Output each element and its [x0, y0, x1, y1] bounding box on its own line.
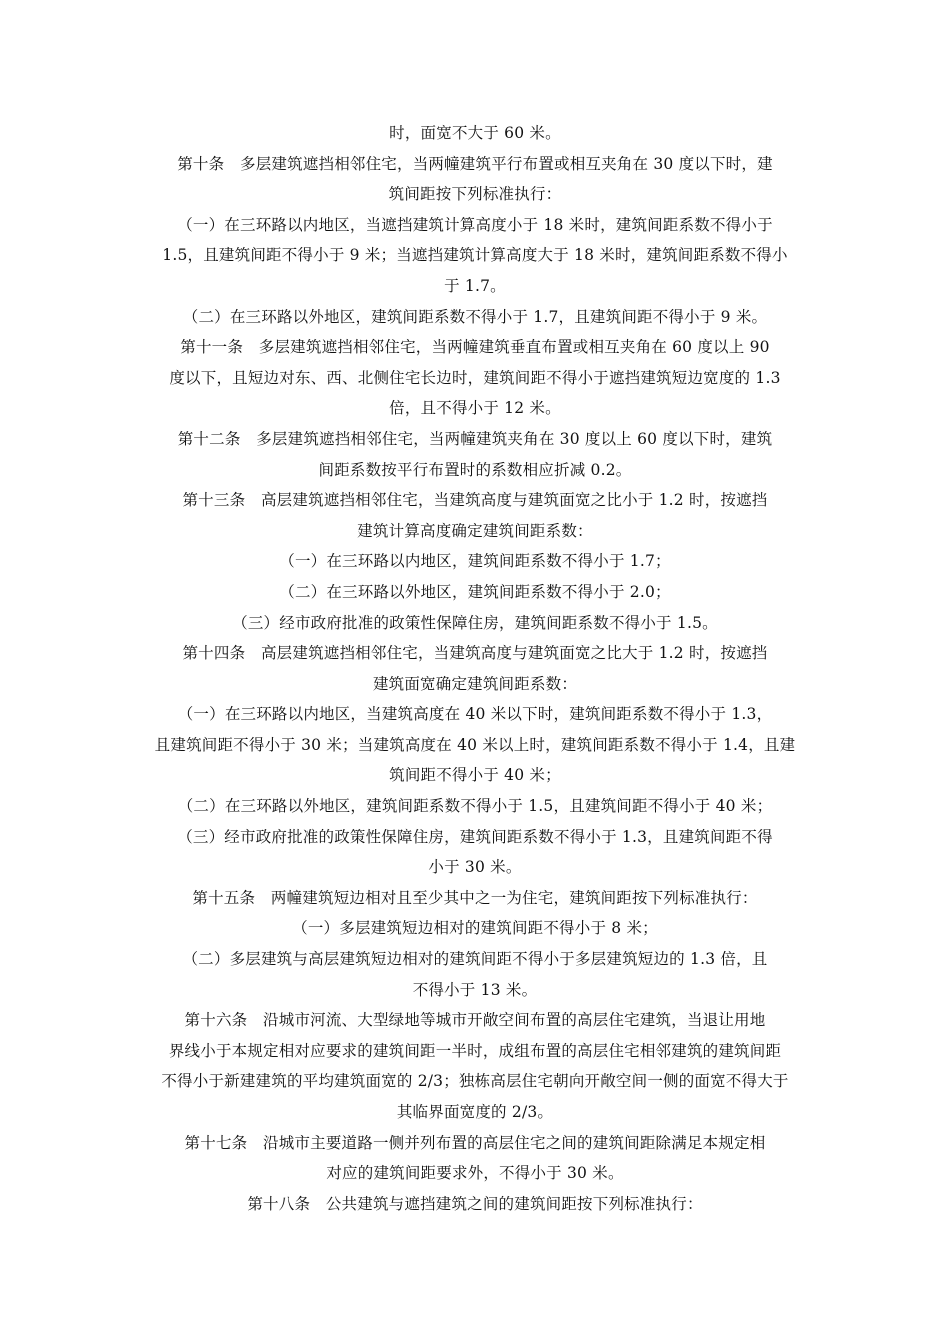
text-line: （一）在三环路以内地区，当遮挡建筑计算高度小于 18 米时，建筑间距系数不得小于: [177, 215, 773, 234]
text-line: （二）在三环路以外地区，建筑间距系数不得小于 1.7，且建筑间距不得小于 9 米。: [182, 307, 768, 326]
text-line: 筑间距不得小于 40 米；: [389, 766, 561, 785]
text-line: 第十二条 多层建筑遮挡相邻住宅，当两幢建筑夹角在 30 度以上 60 度以下时，建筑: [177, 429, 773, 448]
text-line: 建筑面宽确定建筑间距系数：: [372, 674, 578, 693]
text-line: 第十一条 多层建筑遮挡相邻住宅，当两幢建筑垂直布置或相互夹角在 60 度以上 90: [180, 338, 770, 357]
text-line: 于 1.7。: [444, 276, 506, 295]
text-line: 时，面宽不大于 60 米。: [389, 124, 561, 142]
text-line: 第十四条 高层建筑遮挡相邻住宅，当建筑高度与建筑面宽之比大于 1.2 时，按遮挡: [182, 644, 768, 663]
text-line: 第十五条 两幢建筑短边相对且至少其中之一为住宅，建筑间距按下列标准执行：: [192, 888, 758, 907]
text-line: 且建筑间距不得小于 30 米；当建筑高度在 40 米以上时，建筑间距系数不得小于 1.4，且建: [154, 735, 796, 754]
text-line: 第十七条 沿城市主要道路一侧并列布置的高层住宅之间的建筑间距除满足本规定相: [184, 1133, 766, 1152]
text-line: 1.5，且建筑间距不得小于 9 米；当遮挡建筑计算高度大于 18 米时，建筑间距系数不得小: [162, 246, 788, 265]
text-line: （三）经市政府批准的政策性保障住房，建筑间距系数不得小于 1.3，且建筑间距不得: [177, 827, 773, 846]
text-line: （三）经市政府批准的政策性保障住房，建筑间距系数不得小于 1.5。: [232, 613, 718, 632]
text-line: 筑间距按下列标准执行：: [388, 185, 562, 204]
text-line: （二）在三环路以外地区，建筑间距系数不得小于 1.5，且建筑间距不得小于 40 米；: [177, 797, 773, 816]
text-line: 其临界面宽度的 2/3。: [396, 1103, 554, 1121]
text-line: 第十八条 公共建筑与遮挡建筑之间的建筑间距按下列标准执行：: [247, 1194, 703, 1213]
text-line: 第十六条 沿城市河流、大型绿地等城市开敞空间布置的高层住宅建筑，当退让用地: [184, 1011, 766, 1030]
text-line: （二）多层建筑与高层建筑短边相对的建筑间距不得小于多层建筑短边的 1.3 倍，且: [182, 950, 768, 969]
text-line: 倍，且不得小于 12 米。: [389, 399, 561, 418]
text-line: 界线小于本规定相对应要求的建筑间距一半时，成组布置的高层住宅相邻建筑的建筑间距: [168, 1041, 782, 1060]
text-line: 不得小于新建建筑的平均建筑面宽的 2/3；独栋高层住宅朝向开敞空间一侧的面宽不得大于: [161, 1072, 789, 1091]
text-line: 不得小于 13 米。: [412, 980, 538, 999]
text-line: 度以下，且短边对东、西、北侧住宅长边时，建筑间距不得小于遮挡建筑短边宽度的 1.3: [169, 368, 781, 387]
text-line: 对应的建筑间距要求外，不得小于 30 米。: [326, 1164, 624, 1183]
document-body: [140, 118, 810, 1219]
text-line: （二）在三环路以外地区，建筑间距系数不得小于 2.0；: [279, 582, 671, 601]
text-line: 间距系数按平行布置时的系数相应折减 0.2。: [318, 460, 632, 479]
text-line: 第十三条 高层建筑遮挡相邻住宅，当建筑高度与建筑面宽之比小于 1.2 时，按遮挡: [182, 491, 768, 510]
text-line: （一）在三环路以内地区，当建筑高度在 40 米以下时，建筑间距系数不得小于 1.3，: [177, 705, 773, 724]
text-line: 第十条 多层建筑遮挡相邻住宅，当两幢建筑平行布置或相互夹角在 30 度以下时，建: [177, 154, 773, 173]
text-line: 小于 30 米。: [428, 858, 522, 877]
text-line: （一）多层建筑短边相对的建筑间距不得小于 8 米；: [292, 919, 658, 938]
text-line: （一）在三环路以内地区，建筑间距系数不得小于 1.7；: [279, 552, 671, 571]
text-line: 建筑计算高度确定建筑间距系数：: [357, 521, 593, 540]
